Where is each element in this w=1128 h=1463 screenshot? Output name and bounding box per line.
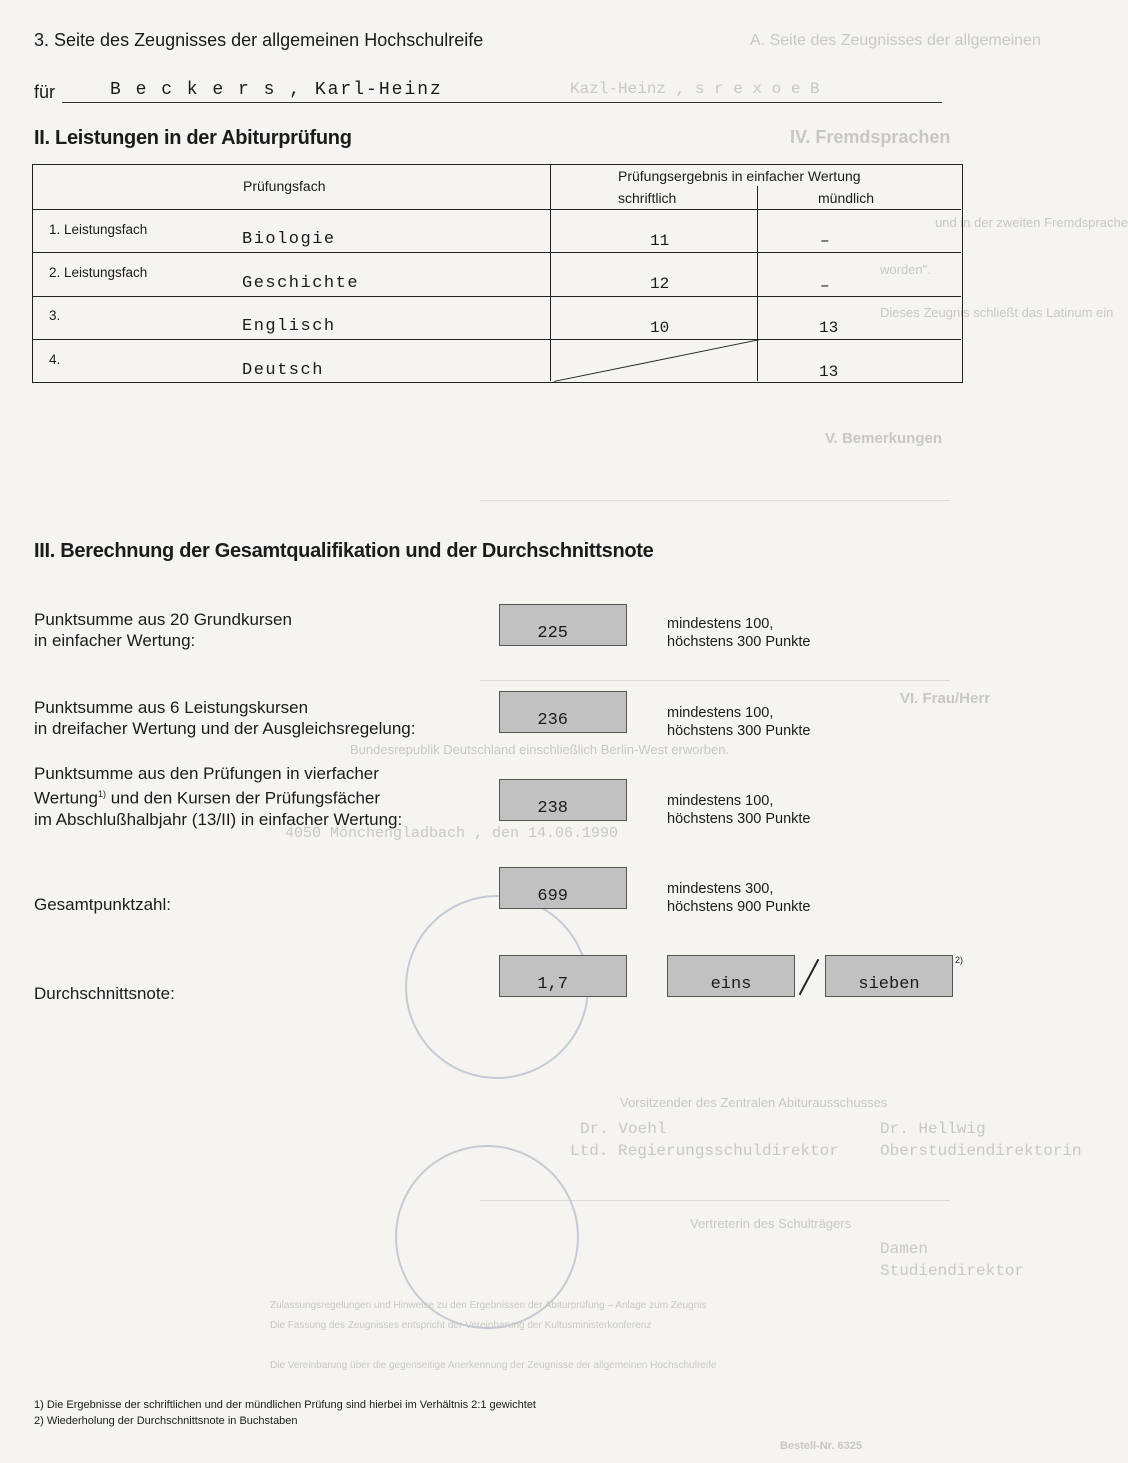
range-total: mindestens 300, höchstens 900 Punkte — [667, 881, 811, 915]
value-box-exams — [499, 779, 627, 821]
range-exams: mindestens 100, höchstens 300 Punkte — [667, 793, 811, 827]
range-advanced-courses: mindestens 100, höchstens 300 Punkte — [667, 705, 811, 739]
value-advanced-courses: 236 — [537, 711, 568, 730]
footnote-2: 2) Wiederholung der Durchschnittsnote in Buchstaben — [34, 1415, 298, 1427]
table-row-oral: 13 — [819, 363, 839, 381]
value-box-average — [499, 955, 627, 997]
table-row-label: 1. Leistungsfach — [49, 222, 148, 237]
value-box-average-word1 — [667, 955, 795, 997]
table-row-subject: Geschichte — [242, 274, 360, 293]
table-rule — [33, 209, 961, 210]
table-rule — [33, 296, 961, 297]
empty-cell-strike — [554, 339, 760, 382]
table-row-label: 4. — [49, 352, 61, 367]
range-basic-courses: mindestens 100, höchstens 300 Punkte — [667, 616, 811, 650]
footnote-mark-1: 1) — [97, 789, 106, 799]
calc-label-basic-courses: Punktsumme aus 20 Grundkursen in einfacher Wertung: — [34, 610, 292, 650]
exam-results-table — [32, 164, 963, 383]
value-box-advanced-courses — [499, 691, 627, 733]
table-row-label: 2. Leistungsfach — [49, 265, 148, 280]
table-row-subject: Englisch — [242, 317, 336, 336]
page-heading: 3. Seite des Zeugnisses der allgemeinen Hochschulreife — [34, 30, 484, 50]
value-exams: 238 — [537, 799, 568, 818]
value-average-word1: eins — [710, 975, 752, 994]
section-3-title: III. Berechnung der Gesamtqualifikation und der Durchschnittsnote — [34, 540, 654, 562]
value-box-basic-courses — [499, 604, 627, 646]
table-row-subject: Deutsch — [242, 361, 324, 380]
table-rule — [550, 165, 551, 381]
col-header-result: Prüfungsergebnis in einfacher Wertung — [618, 168, 861, 184]
value-box-average-word2 — [825, 955, 953, 997]
section-2-title: II. Leistungen in der Abiturprüfung — [34, 127, 352, 149]
calc-label-total: Gesamtpunktzahl: — [34, 895, 172, 914]
table-row-oral: – — [820, 232, 830, 250]
value-average-word2: sieben — [858, 975, 920, 994]
name-underline — [62, 102, 942, 103]
col-header-oral: mündlich — [818, 190, 875, 206]
col-header-subject: Prüfungsfach — [243, 178, 326, 194]
table-row-written: 12 — [650, 275, 670, 293]
footnote-1: 1) Die Ergebnisse der schriftlichen und der mündlichen Prüfung sind hierbei im Verhältnis 2:1 gewichtet — [34, 1399, 536, 1411]
recipient-label: für — [34, 82, 56, 102]
table-row-written: 11 — [650, 232, 670, 250]
table-rule — [33, 339, 961, 340]
table-row-subject: Biologie — [242, 230, 336, 249]
value-total: 699 — [537, 887, 568, 906]
table-rule — [757, 186, 758, 381]
table-row-oral: 13 — [819, 319, 839, 337]
calc-label-advanced-courses: Punktsumme aus 6 Leistungskursen in dreifacher Wertung und der Ausgleichsregelung: — [34, 698, 416, 738]
table-row-oral: – — [820, 277, 830, 295]
value-box-total — [499, 867, 627, 909]
value-average: 1,7 — [537, 975, 568, 994]
table-row-written: 10 — [650, 319, 670, 337]
average-slash — [799, 959, 820, 995]
calc-label-average: Durchschnittsnote: — [34, 984, 175, 1003]
calc-label-exams: Punktsumme aus den Prüfungen in vierfacher Wertung$^{1)}$ und den Kursen der Prüfungsfächer im Abschlußhalbjahr (13/II) in einfacher Wertung: — [34, 764, 403, 829]
value-basic-courses: 225 — [537, 624, 568, 643]
table-row-label: 3. — [49, 308, 61, 323]
footnote-mark-2: 2) — [955, 955, 964, 965]
table-rule — [33, 252, 961, 253]
col-header-written: schriftlich — [618, 190, 677, 206]
student-name: B e c k e r s , Karl-Heinz — [110, 80, 443, 100]
